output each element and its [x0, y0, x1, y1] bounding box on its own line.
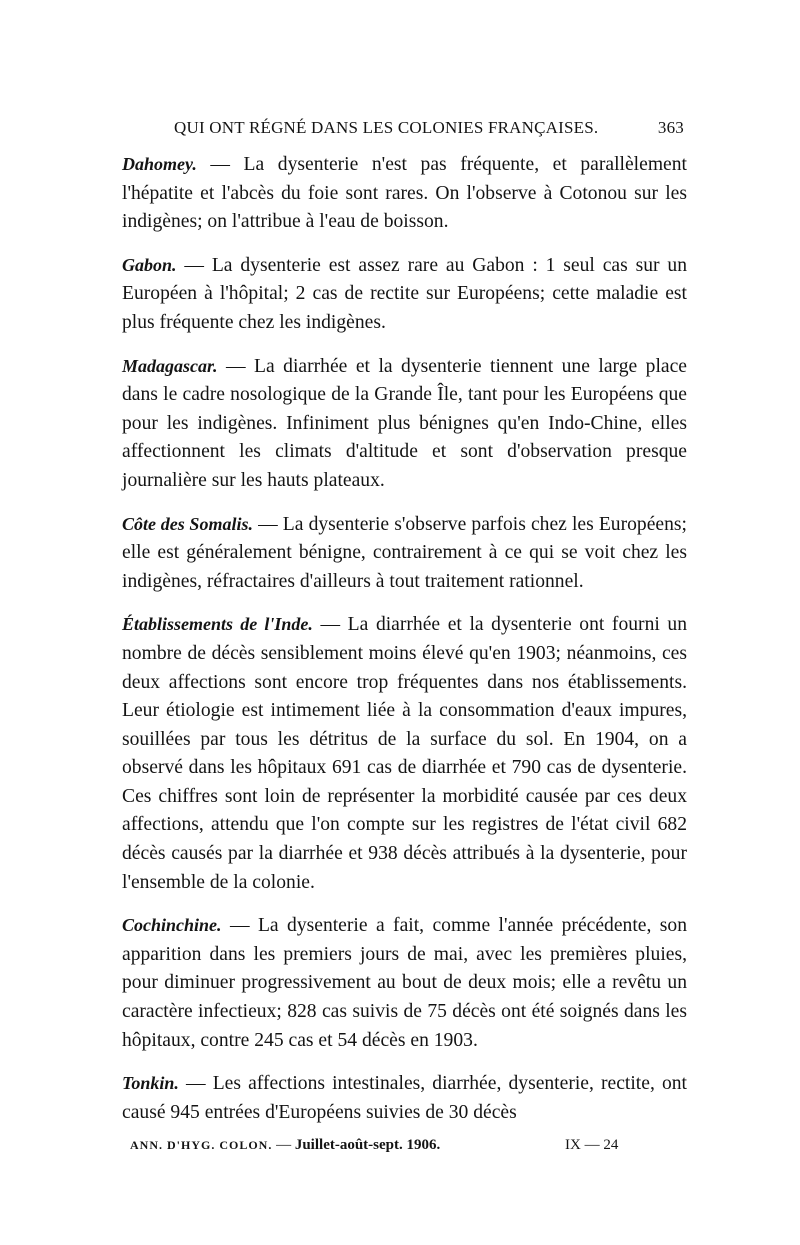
paragraph-dahomey: [122, 150, 687, 237]
paragraph-gabon: [122, 251, 687, 338]
section-heading: Côte des Somalis.: [122, 513, 253, 534]
page-number: 363: [657, 118, 684, 137]
paragraph-text: — Les affections intestinales, diarrhée, dysenterie, rectite, ont causé 945 entrées d'Européens suivies de 30 décès: [122, 1073, 687, 1123]
paragraph-somalis: [122, 510, 687, 597]
section-heading: Établissements de l'Inde.: [122, 614, 313, 635]
paragraph-text: — La dysenterie a fait, comme l'année précédente, son apparition dans les premiers jours de mai, avec les premières pluies, pour diminuer progressivement au bout de deux mois; elle a revêtu un caractère infectieux; 828 cas suivis de 75 décès ont été soignés dans les hôpitaux, contre 245 cas et 54 décès en 1903.: [122, 915, 687, 1051]
paragraph-tonkin: [122, 1069, 687, 1127]
paragraph-text: — La dysenterie s'observe parfois chez les Européens; elle est généralement bénigne, contrairement à ce qui se voit chez les indigènes, réfractaires d'ailleurs à tout traitement rationnel.: [122, 513, 687, 592]
page-body: [122, 150, 687, 1141]
paragraph-madagascar: [122, 352, 687, 496]
paragraph-text: — La dysenterie est assez rare au Gabon : 1 seul cas sur un Européen à l'hôpital; 2 cas de rectite sur Européens; cette maladie est plus fréquente chez les indigènes.: [122, 254, 687, 333]
section-heading: Dahomey.: [122, 154, 197, 174]
paragraph-text: — La diarrhée et la dysenterie tiennent une large place dans le cadre nosologique de la Grande Île, tant pour les Européens que pour les indigènes. Infiniment plus bénignes qu'en Indo-Chine, elles affectionnent les climats d'altitude et sont d'observation presque journalière sur les hauts plateaux.: [122, 355, 687, 491]
running-title: QUI ONT RÉGNÉ DANS LES COLONIES FRANÇAISES.: [174, 118, 599, 137]
page-footer: [130, 1137, 675, 1154]
paragraph-text: — La dysenterie n'est pas fréquente, et parallèlement l'hépatite et l'abcès du foie sont rares. On l'observe à Cotonou sur les indigènes; on l'attribue à l'eau de boisson.: [122, 154, 687, 233]
section-heading: Gabon.: [122, 254, 177, 275]
section-heading: Cochinchine.: [122, 915, 222, 936]
paragraph-inde: [122, 610, 687, 897]
printer-signature: IX — 24: [565, 1137, 619, 1153]
issue-date: Juillet-août-sept. 1906.: [294, 1137, 441, 1153]
section-heading: Madagascar.: [122, 355, 218, 376]
footer-separator: —: [272, 1137, 295, 1153]
paragraph-cochinchine: [122, 911, 687, 1055]
paragraph-text: — La diarrhée et la dysenterie ont fourni un nombre de décès sensiblement moins élevé qu'en 1903; néanmoins, ces deux affections sont encore trop fréquentes dans nos établissements. Leur étiologie est intimement liée à la consommation d'eaux impures, souillées par tous les détritus de la surface du sol. En 1904, on a observé dans les hôpitaux 691 cas de diarrhée et 790 cas de dysenterie. Ces chiffres sont loin de représenter la morbidité causée par ces deux affections, attendu que l'on compte sur les registres de l'état civil 682 décès causés par la diarrhée et 938 décès attribués à la dysenterie, pour l'ensemble de la colonie.: [122, 614, 687, 893]
running-header: [122, 112, 687, 144]
section-heading: Tonkin.: [122, 1073, 179, 1094]
journal-abbreviation: ANN. D'HYG. COLON.: [130, 1138, 273, 1152]
